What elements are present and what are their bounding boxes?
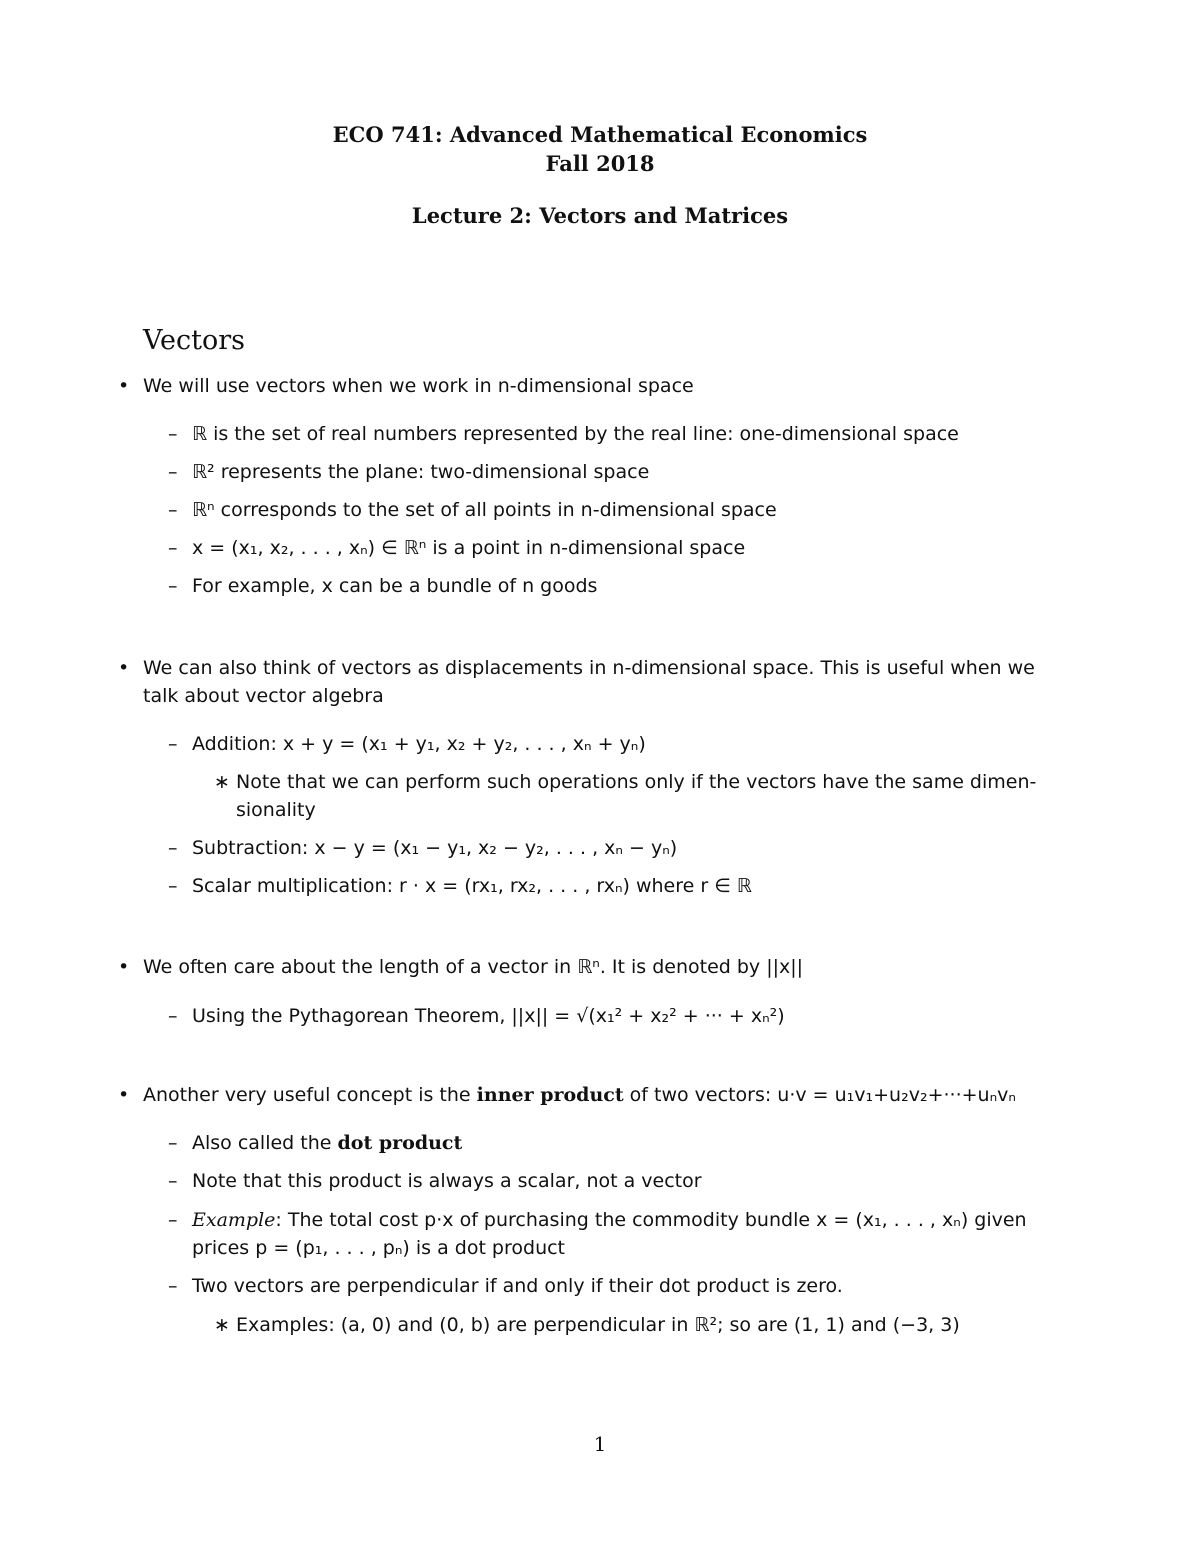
perpendicular-example: Examples: (a, 0) and (0, b) are perpendicular in ℝ²; so are (1, 1) and (−3, 3) [236, 1314, 960, 1336]
dash-marker: – [168, 1170, 178, 1192]
bullet-dot: • [118, 1084, 130, 1106]
sub-item: ℝ is the set of real numbers represented by the real line: one-dimensional space [192, 423, 959, 445]
perpendicular-item: Two vectors are perpendicular if and only if their dot product is zero. [192, 1275, 843, 1297]
bullet-2-line-2: talk about vector algebra [143, 685, 384, 707]
dash-marker: – [168, 837, 178, 859]
scalar-item: Scalar multiplication: r · x = (rx₁, rx₂, . . . , rxₙ) where r ∈ ℝ [192, 875, 752, 897]
example-text: : The total cost p·x of purchasing the commodity bundle x = (x₁, . . . , xₙ) given [275, 1209, 1027, 1231]
note-line-2: sionality [236, 799, 316, 821]
sub-item: ℝⁿ corresponds to the set of all points in n-dimensional space [192, 499, 777, 521]
inner-product-term: inner product [476, 1084, 624, 1106]
section-heading: Vectors [143, 325, 245, 356]
star-marker: ∗ [214, 1314, 230, 1336]
example-line-2: prices p = (p₁, . . . , pₙ) is a dot product [192, 1237, 566, 1259]
dot-product-pre: Also called the [192, 1132, 338, 1154]
bullet-1-text: We will use vectors when we work in n-dimensional space [143, 375, 694, 397]
example-line-1 [192, 1208, 1027, 1232]
bullet-dot: • [118, 375, 130, 397]
star-marker: ∗ [214, 771, 230, 793]
dash-marker: – [168, 537, 178, 559]
lecture-title: Lecture 2: Vectors and Matrices [411, 203, 789, 228]
inner-product-post: of two vectors: u·v = u₁v₁+u₂v₂+···+uₙvₙ [623, 1084, 1016, 1106]
pythagorean-item: Using the Pythagorean Theorem, ||x|| = √(x₁² + x₂² + ··· + xₙ²) [192, 1005, 785, 1027]
dash-marker: – [168, 499, 178, 521]
bullet-3-text: We often care about the length of a vector in ℝⁿ. It is denoted by ||x|| [143, 956, 804, 978]
course-title: ECO 741: Advanced Mathematical Economics [332, 122, 868, 147]
bullet-4-text [143, 1083, 1016, 1107]
subtraction-item: Subtraction: x − y = (x₁ − y₁, x₂ − y₂, . . . , xₙ − yₙ) [192, 837, 678, 859]
dash-marker: – [168, 1132, 178, 1154]
dot-product-item [192, 1131, 462, 1155]
dash-marker: – [168, 1209, 178, 1231]
bullet-dot: • [118, 956, 130, 978]
sub-item: x = (x₁, x₂, . . . , xₙ) ∈ ℝⁿ is a point in n-dimensional space [192, 537, 746, 559]
bullet-dot: • [118, 657, 130, 679]
dash-marker: – [168, 1275, 178, 1297]
sub-item: ℝ² represents the plane: two-dimensional space [192, 461, 650, 483]
term-title: Fall 2018 [545, 151, 655, 176]
dash-marker: – [168, 461, 178, 483]
note-line-1: Note that we can perform such operations only if the vectors have the same dimen- [236, 771, 1037, 793]
page-number: 1 [593, 1432, 607, 1456]
dash-marker: – [168, 875, 178, 897]
addition-item: Addition: x + y = (x₁ + y₁, x₂ + y₂, . . . , xₙ + yₙ) [192, 733, 646, 755]
dash-marker: – [168, 575, 178, 597]
dash-marker: – [168, 1005, 178, 1027]
inner-product-pre: Another very useful concept is the [143, 1084, 477, 1106]
sub-item: For example, x can be a bundle of n goods [192, 575, 598, 597]
dot-product-term: dot product [337, 1132, 463, 1154]
bullet-2-line-1: We can also think of vectors as displacements in n-dimensional space. This is useful when we [143, 657, 1035, 679]
example-label: Example [192, 1209, 276, 1231]
scalar-note-item: Note that this product is always a scalar, not a vector [192, 1170, 702, 1192]
dash-marker: – [168, 733, 178, 755]
dash-marker: – [168, 423, 178, 445]
